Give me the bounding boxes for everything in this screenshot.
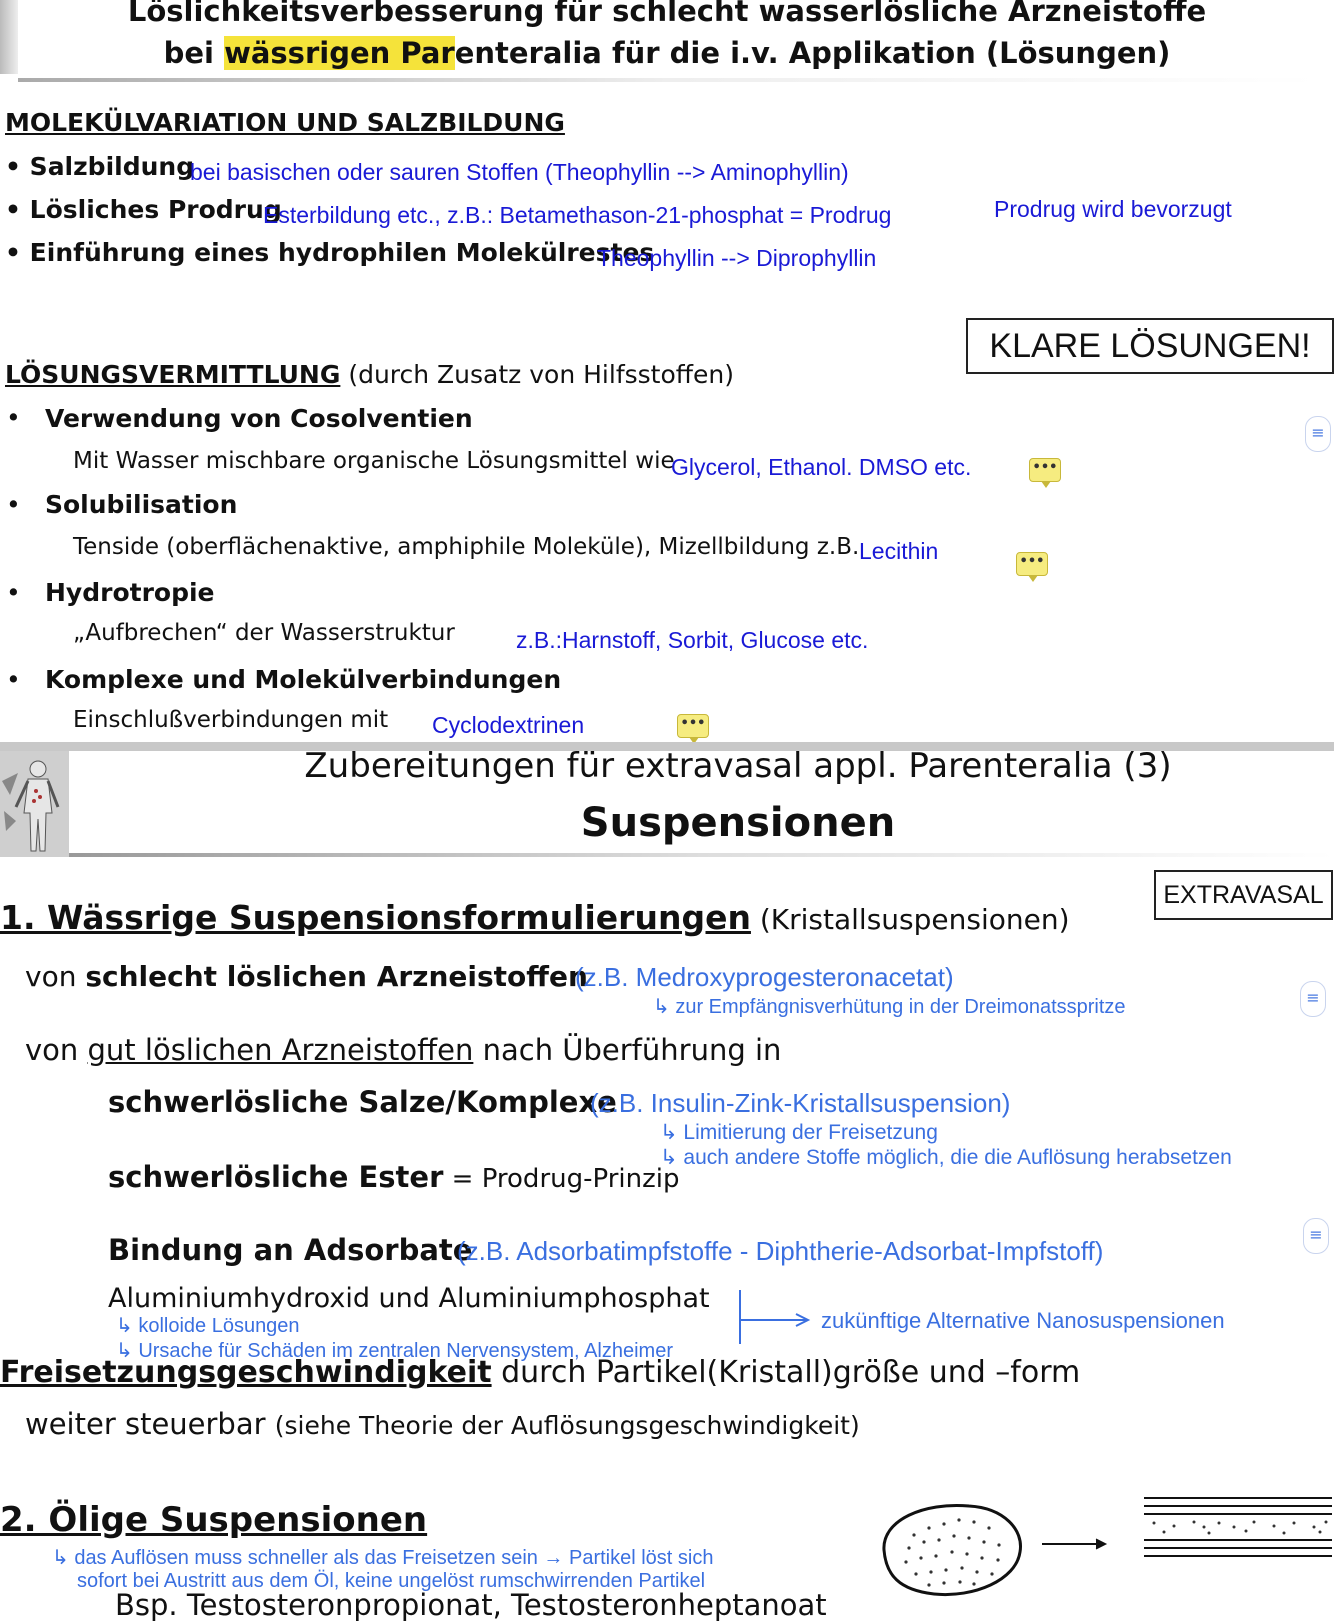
slide2-title-line2: Suspensionen bbox=[580, 800, 896, 846]
oil-note-2: sofort bei Austritt aus dem Öl, keine ungelöst rumschwirrenden Partikel bbox=[77, 1570, 706, 1592]
section-heading-molekuelvariation: MOLEKÜLVARIATION UND SALZBILDUNG bbox=[5, 108, 565, 137]
slide2-title-line1: Zubereitungen für extravasal appl. Parenteralia (3) bbox=[304, 746, 1172, 786]
steuerbar-small: (siehe Theorie der Auflösungsgeschwindigkeit) bbox=[274, 1411, 860, 1440]
heading-oelige-suspensionen: 2. Ölige Suspensionen bbox=[0, 1500, 428, 1540]
ester-line bbox=[108, 1160, 679, 1194]
slide1-title-line2 bbox=[0, 36, 1334, 70]
alu-sub2: ↳ Ursache für Schäden im zentralen Nervensystem, Alzheimer bbox=[116, 1340, 673, 1362]
note-insulin-sub2: ↳ auch andere Stoffe möglich, die die Auflösung herabsetzen bbox=[660, 1146, 1232, 1169]
side-note-icon[interactable]: ≡ bbox=[1303, 1218, 1329, 1254]
komplexe-note: Cyclodextrinen bbox=[432, 712, 585, 738]
gut-post: nach Überführung in bbox=[473, 1033, 782, 1067]
line-schlecht-loeslich bbox=[25, 960, 588, 993]
note-insulin-sub1: ↳ Limitierung der Freisetzung bbox=[660, 1121, 938, 1144]
slide2-title-underline bbox=[69, 853, 1334, 857]
hydrotropie-text: „Aufbrechen“ der Wasserstruktur bbox=[73, 620, 455, 646]
waessrige-title: 1. Wässrige Suspensionsformulierungen bbox=[0, 898, 751, 937]
comment-icon[interactable]: ••• bbox=[1016, 552, 1048, 576]
prodrug-preferred-note: Prodrug wird bevorzugt bbox=[994, 196, 1232, 222]
title-line2-highlight: wässrigen Par bbox=[224, 36, 455, 70]
bsp-line: Bsp. Testosteronpropionat, Testosteronheptanoat bbox=[115, 1588, 827, 1622]
steuerbar-line bbox=[25, 1407, 860, 1441]
slide1-title-underline bbox=[18, 78, 1318, 82]
side-note-icon[interactable]: ≡ bbox=[1300, 981, 1326, 1017]
item-salzbildung-label: • Salzbildung bbox=[5, 152, 195, 181]
comment-icon[interactable]: ••• bbox=[1029, 458, 1061, 482]
bullet: • bbox=[6, 578, 21, 607]
komplexe-text: Einschlußverbindungen mit bbox=[73, 707, 389, 733]
item-prodrug-label: • Lösliches Prodrug bbox=[5, 195, 282, 224]
note-adsorbat: (z.B. Adsorbatimpfstoffe - Diphtherie-Adsorbat-Impfstoff) bbox=[457, 1236, 1104, 1266]
salze-komplexe: schwerlösliche Salze/Komplexe bbox=[108, 1085, 617, 1119]
schlecht-pre: von bbox=[25, 960, 86, 993]
loesungsvermittlung-suffix: (durch Zusatz von Hilfsstoffen) bbox=[340, 360, 734, 389]
oil-suspension-diagram bbox=[874, 1490, 1334, 1620]
heading-waessrige-suspensionen bbox=[0, 898, 1070, 937]
line-gut-loeslich bbox=[25, 1033, 781, 1067]
waessrige-suffix: (Kristallsuspensionen) bbox=[750, 903, 1070, 936]
freisetzung-post: durch Partikel(Kristall)größe und –form bbox=[491, 1355, 1081, 1390]
title-line2-post: enteralia für die i.v. Applikation (Lösungen) bbox=[454, 36, 1171, 70]
item-prodrug-note: Esterbildung etc., z.B.: Betamethason-21-phosphat = Prodrug bbox=[263, 202, 892, 228]
hydrotropie-heading: Hydrotropie bbox=[45, 578, 215, 607]
side-note-icon[interactable]: ≡ bbox=[1305, 416, 1331, 452]
cosolventien-heading: Verwendung von Cosolventien bbox=[45, 404, 473, 433]
item-salzbildung-note: bei basischen oder sauren Stoffen (Theophyllin --> Aminophyllin) bbox=[190, 159, 849, 185]
note-insulin: (z.B. Insulin-Zink-Kristallsuspension) bbox=[590, 1088, 1011, 1118]
note-medroxy-sub: ↳ zur Empfängnisverhütung in der Dreimonatsspritze bbox=[653, 996, 1126, 1018]
gut-pre: von bbox=[25, 1033, 88, 1067]
freisetzung-line bbox=[0, 1355, 1080, 1390]
bullet: • bbox=[6, 490, 21, 519]
note-medroxy: (z.B. Medroxyprogesteronacetat) bbox=[575, 962, 954, 992]
bullet: • bbox=[6, 665, 21, 694]
extravasal-box: EXTRAVASAL bbox=[1154, 870, 1333, 920]
cosolventien-note: Glycerol, Ethanol. DMSO etc. bbox=[671, 454, 972, 480]
komplexe-heading: Komplexe und Molekülverbindungen bbox=[45, 665, 562, 694]
section-heading-loesungsvermittlung bbox=[5, 360, 734, 389]
bullet: • bbox=[6, 403, 21, 432]
item-hydrophil-note: Theophyllin --> Diprophyllin bbox=[597, 245, 877, 271]
slide1-title-line1: Löslichkeitsverbesserung für schlecht wasserlösliche Arzneistoffe bbox=[127, 0, 1207, 28]
note-nano: zukünftige Alternative Nanosuspensionen bbox=[821, 1308, 1225, 1333]
ester-bold: schwerlösliche Ester bbox=[108, 1160, 444, 1194]
nano-arrow bbox=[738, 1288, 818, 1348]
cosolventien-text: Mit Wasser mischbare organische Lösungsmittel wie bbox=[73, 448, 675, 474]
freisetzung-underlined: Freisetzungsgeschwindigkeit bbox=[0, 1355, 492, 1390]
adsorbate: Bindung an Adsorbate bbox=[108, 1233, 473, 1267]
title-line2-pre: bei bbox=[163, 36, 225, 70]
oil-note-1: ↳ das Auflösen muss schneller als das Freisetzen sein → Partikel löst sich bbox=[52, 1547, 714, 1569]
hydrotropie-note: z.B.:Harnstoff, Sorbit, Glucose etc. bbox=[516, 627, 869, 653]
comment-icon[interactable]: ••• bbox=[677, 714, 709, 738]
alu-line: Aluminiumhydroxid und Aluminiumphosphat bbox=[108, 1283, 710, 1314]
solubilisation-text: Tenside (oberflächenaktive, amphiphile Moleküle), Mizellbildung z.B. bbox=[73, 534, 860, 560]
gut-underlined: gut löslichen Arzneistoffen bbox=[87, 1033, 474, 1067]
klare-loesungen-box: KLARE LÖSUNGEN! bbox=[966, 318, 1334, 374]
schlecht-bold: schlecht löslichen Arzneistoffen bbox=[85, 960, 588, 993]
solubilisation-heading: Solubilisation bbox=[45, 490, 238, 519]
steuerbar-pre: weiter steuerbar bbox=[25, 1407, 275, 1441]
alu-sub1: ↳ kolloide Lösungen bbox=[116, 1315, 300, 1337]
loesungsvermittlung-title: LÖSUNGSVERMITTLUNG bbox=[5, 360, 341, 389]
solubilisation-note: Lecithin bbox=[859, 538, 939, 564]
item-hydrophil-label: • Einführung eines hydrophilen Molekülrestes bbox=[5, 238, 655, 267]
ester-suffix: = Prodrug-Prinzip bbox=[443, 1164, 680, 1194]
